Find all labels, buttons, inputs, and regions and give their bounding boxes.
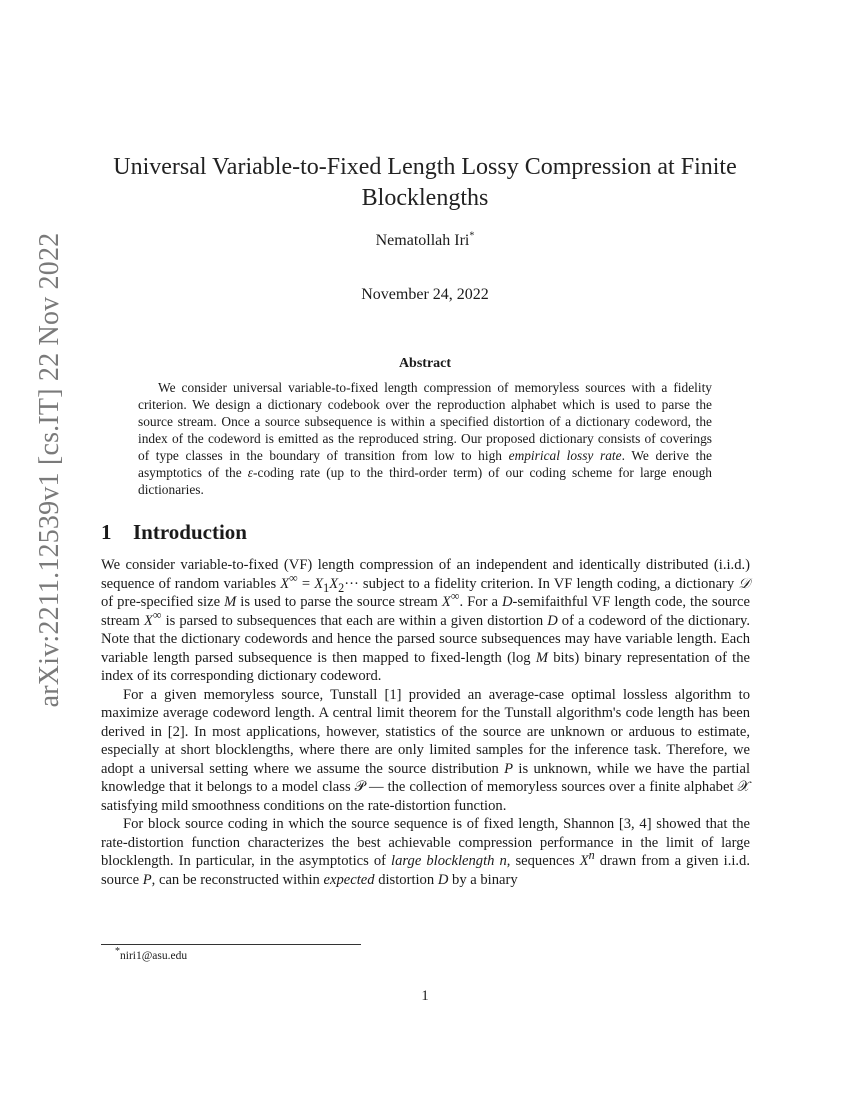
paper-title xyxy=(100,152,750,214)
footnote-rule xyxy=(101,944,361,945)
section-heading: 1 Introduction xyxy=(101,520,247,544)
title-line-1: Universal Variable-to-Fixed Length Lossy Compression at Finite xyxy=(113,154,737,180)
abstract-heading: Abstract xyxy=(398,356,452,371)
paragraph-2: For a given memoryless source, Tunstall [1] provided an average-case optimal lossless algorithm to maximize average codeword length. A central limit theorem for the Tunstall algorithm's code length has been derived in [2]. In most applications, however, statistics of the source are unknown or arduous to estimate, especially at short blocklengths, where there are only limited samples for the inference task. Therefore, we adopt a universal setting where we assume the source distribution P is unknown, while we have the partial knowledge that it belongs to a model class 𝒫 — the collection of memoryless sources over a finite alphabet 𝒳 satisfying mild smoothness conditions on the rate-distortion function. xyxy=(101,686,751,814)
abstract-text: We consider universal variable-to-fixed length compression of memoryless sources with a fidelity criterion. We design a dictionary codebook over the reproduction alphabet which is used to parse the source stream. Once a source subsequence is within a specified distortion of a dictionary codeword, the index of the codeword is emitted as the reproduced string. Our proposed dictionary consists of coverings of type classes in the boundary of transition from low to high empirical lossy rate. We derive the asymptotics of the ε-coding rate (up to the third-order term) of our coding scheme for large enough dictionaries. xyxy=(138,380,712,497)
author-footnote-mark: * xyxy=(469,230,475,242)
paper-date: November 24, 2022 xyxy=(361,286,489,303)
title-line-2: Blocklengths xyxy=(361,185,489,211)
page-number: 1 xyxy=(421,988,429,1004)
footnote-email: niri1@asu.edu xyxy=(120,950,188,962)
paragraph-3: For block source coding in which the source sequence is of fixed length, Shannon [3, 4] showed that the rate-distortion function characterizes the best achievable compression performance in the limit of large blocklength. In particular, in the asymptotics of large blocklength n, sequences $X^n$ drawn from a given i.i.d. source P, can be reconstructed within expected distortion D by a binary xyxy=(101,816,750,888)
author-name: Nematollah Iri* xyxy=(375,230,475,249)
footnote: *niri1@asu.edu xyxy=(115,946,188,962)
arxiv-sidebar-stamp: arXiv:2211.12539v1 [cs.IT] 22 Nov 2022 xyxy=(34,232,65,708)
introduction-body xyxy=(101,556,750,889)
paragraph-1: We consider variable-to-fixed (VF) length compression of an independent and identically distributed (i.i.d.) sequence of random variables $X^\infty = X_1X_2\cdot\cdot\cdot$ subject to a fidelity criterion. In VF length coding, a dictionary 𝒟 of pre-specified size M is used to parse the source stream X∞. For a D-semifaithful VF length code, the source stream X∞ is parsed to subsequences that each are within a given distortion D of a codeword of the dictionary. Note that the dictionary codewords and hence the parsed source subsequences may have variable length. Each variable length parsed subsequence is then mapped to fixed-length (log M bits) binary representation of the index of its corresponding dictionary codeword. xyxy=(101,557,751,684)
